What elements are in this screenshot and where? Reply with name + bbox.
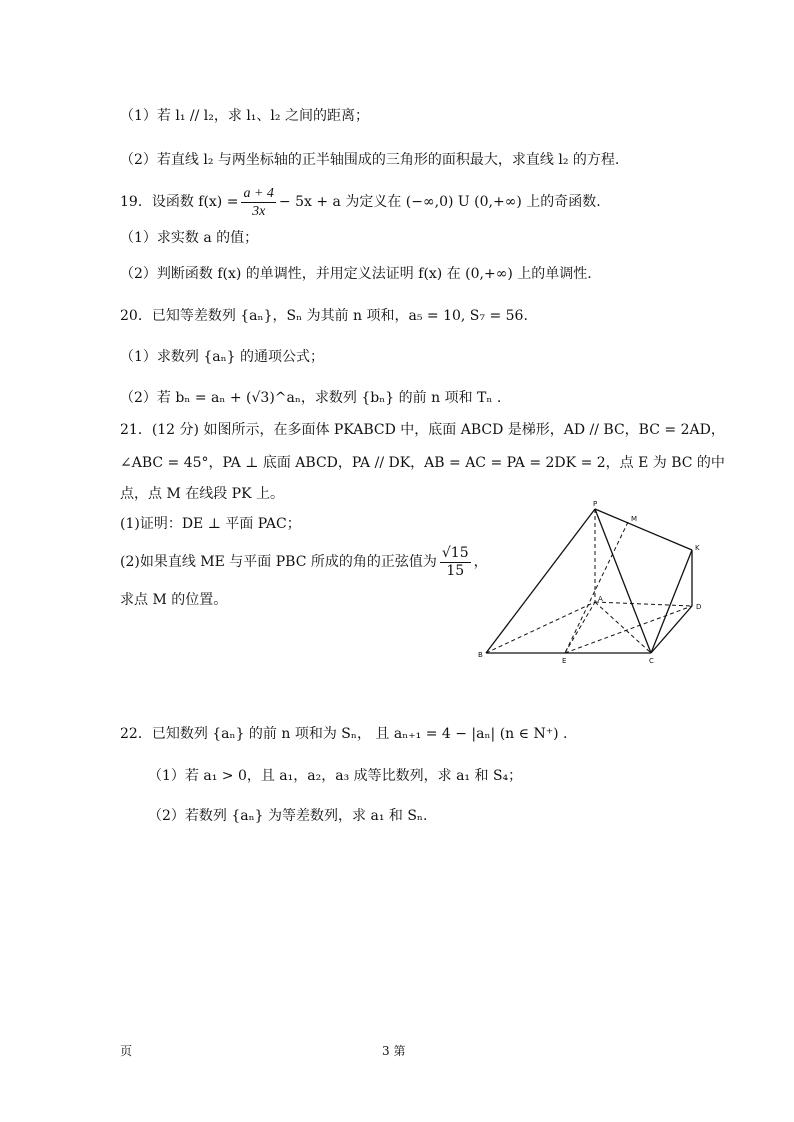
q21-part1: (1)证明：DE ⊥ 平面 PAC；: [120, 516, 301, 532]
q21-part3: 求点 M 的位置。: [120, 592, 228, 608]
q22-stem: 22．已知数列 {aₙ} 的前 n 项和为 Sₙ， 且 aₙ₊₁ = 4 − |aₙ| (n ∈ N⁺) .: [120, 726, 568, 742]
edge-KC: [651, 550, 692, 653]
polyhedron-figure: [478, 500, 708, 670]
label-B: B: [478, 651, 483, 659]
edge-AD: [595, 602, 692, 606]
label-K: K: [695, 544, 700, 552]
q20-part1: （1）求数列 {aₙ} 的通项公式；: [120, 349, 325, 365]
q21-part2-b: ，: [473, 554, 488, 570]
q20-part2: （2）若 bₙ = aₙ + (√3)^aₙ，求数列 {bₙ} 的前 n 项和 Tₙ .: [120, 390, 502, 406]
label-E: E: [562, 657, 567, 665]
q19-fraction: [241, 185, 275, 220]
edge-PK: [595, 509, 692, 550]
edge-EA: [565, 602, 595, 653]
label-C: C: [649, 657, 654, 665]
q21-stem-2: ∠ABC = 45°，PA ⊥ 底面 ABCD，PA // DK，AB = AC = PA = 2DK = 2，点 E 为 BC 的中: [120, 455, 725, 471]
footer-page-number: 3 第: [382, 1044, 406, 1058]
q19-numerator: a + 4: [243, 185, 274, 201]
q22-part1: （1）若 a₁ > 0，且 a₁，a₂，a₃ 成等比数列，求 a₁ 和 S₄；: [148, 768, 523, 784]
footer-left: 页: [120, 1044, 133, 1058]
edge-PB: [486, 509, 595, 653]
q21-stem-1: 21．(12 分) 如图所示，在多面体 PKABCD 中，底面 ABCD 是梯形，AD // BC，BC = 2AD，: [120, 422, 725, 438]
q21-stem-3: 点，点 M 在线段 PK 上。: [120, 486, 285, 502]
q21-part2-a: (2)如果直线 ME 与平面 PBC 所成的角的正弦值为: [120, 554, 437, 570]
q18-part1: （1）若 l₁ // l₂，求 l₁、l₂ 之间的距离；: [120, 108, 369, 124]
edge-AC: [595, 602, 651, 653]
label-P: P: [593, 500, 598, 508]
q18-part2: （2）若直线 l₂ 与两坐标轴的正半轴围成的三角形的面积最大，求直线 l₂ 的方程.: [120, 152, 620, 168]
label-D: D: [696, 603, 702, 611]
q19-stem-b: − 5x + a 为定义在 (−∞,0) U (0,+∞) 上的奇函数.: [278, 194, 601, 210]
q19-part1: （1）求实数 a 的值；: [120, 230, 259, 246]
q19-denominator: 3x: [252, 203, 266, 219]
label-M: M: [631, 515, 638, 523]
q19-part2: （2）判断函数 f(x) 的单调性，并用定义法证明 f(x) 在 (0,+∞) 上的单调性.: [120, 266, 592, 282]
edge-DC: [651, 606, 692, 653]
q22-part2: （2）若数列 {aₙ} 为等差数列，求 a₁ 和 Sₙ.: [148, 808, 428, 824]
q21-part2: [120, 542, 488, 582]
edge-BA: [486, 602, 595, 653]
q21-numerator: √15: [441, 544, 469, 561]
q19-stem-a: 19．设函数 f(x) =: [120, 194, 239, 210]
q21-denominator: 15: [446, 562, 465, 579]
edge-PC: [595, 509, 651, 653]
label-A: A: [598, 595, 603, 603]
q20-stem: 20．已知等差数列 {aₙ}，Sₙ 为其前 n 项和，a₅ = 10, S₇ = 56.: [120, 308, 528, 324]
q19-stem: [120, 182, 601, 222]
q21-fraction: [440, 545, 471, 580]
